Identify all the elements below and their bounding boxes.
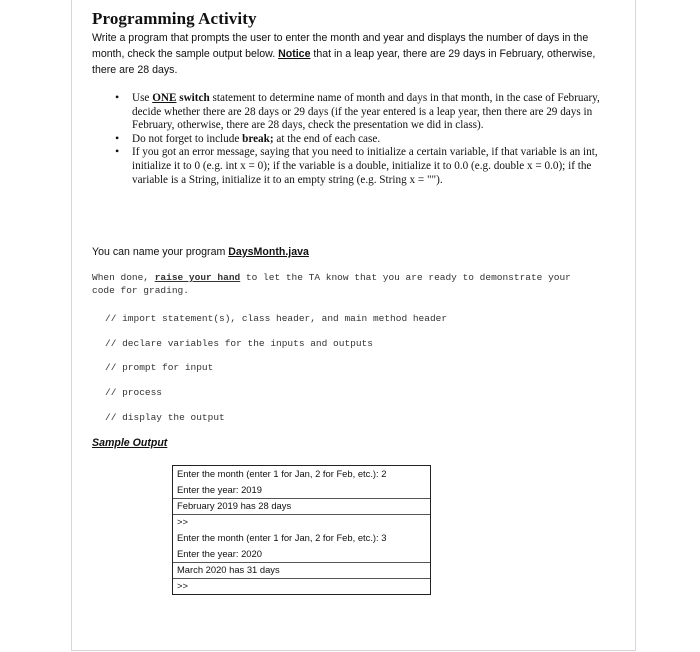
instruction-initialize: • If you got an error message, saying that you need to initialize a certain variable, if that variable is an int, initialize it to 0 (e.g. int x = 0); if the variable is a double, initialize it to 0.0 (e.g. double x = 0.0); if the variable is a String, initialize it to an empty string (e.g. String x = ""). bbox=[115, 144, 598, 186]
program-filename: DaysMonth.java bbox=[228, 246, 309, 258]
break-keyword: break; bbox=[242, 132, 274, 145]
output-divider bbox=[173, 514, 430, 515]
output-divider bbox=[173, 578, 430, 579]
output-line: Enter the month (enter 1 for Jan, 2 for Feb, etc.): 2 bbox=[177, 468, 387, 479]
output-line: Enter the month (enter 1 for Jan, 2 for Feb, etc.): 3 bbox=[177, 532, 387, 543]
code-comment: // prompt for input bbox=[105, 362, 214, 373]
code-comment: // display the output bbox=[105, 412, 225, 423]
output-line: Enter the year: 2019 bbox=[177, 484, 262, 495]
notice-word: Notice bbox=[278, 48, 311, 60]
page-title: Programming Activity bbox=[92, 9, 257, 28]
code-comment: // process bbox=[105, 387, 163, 398]
when-done-note: When done, raise your hand to let the TA know that you are ready to demonstrate your code for grading. bbox=[92, 272, 571, 296]
output-line: March 2020 has 31 days bbox=[177, 564, 280, 575]
output-line: Enter the year: 2020 bbox=[177, 548, 262, 559]
output-line: February 2019 has 28 days bbox=[177, 500, 292, 511]
output-line: >> bbox=[177, 516, 188, 527]
instruction-list bbox=[115, 92, 615, 187]
intro-text-after: that in a leap year, there are 29 days in February, otherwise, there are 28 days. bbox=[92, 48, 596, 76]
output-divider bbox=[173, 562, 430, 563]
raise-hand-phrase: raise your hand bbox=[154, 272, 241, 283]
bullet-icon: • bbox=[115, 90, 120, 104]
instruction-break: • Do not forget to include break; at the end of each case. bbox=[115, 130, 381, 145]
switch-keyword: switch bbox=[176, 92, 210, 104]
program-name-line: You can name your program DaysMonth.java bbox=[92, 246, 309, 258]
intro-text-before: Write a program that prompts the user to enter the month and year and displays the number of days in the month, check the sample output below. bbox=[92, 32, 589, 60]
code-comment: // declare variables for the inputs and outputs bbox=[105, 338, 373, 349]
one-keyword: ONE bbox=[152, 92, 177, 104]
instruction-switch: • Use ONE switch statement to determine name of month and days in that month, in the case of February, decide whether there are 28 days or 29 days (if the year entered is a leap year, then there are 29 days in February, otherwise, there are 28 days, check the presentation we did in class). bbox=[115, 90, 600, 132]
bullet-icon: • bbox=[115, 144, 120, 159]
sample-output-box bbox=[172, 465, 431, 595]
code-comment: // import statement(s), class header, and main method header bbox=[105, 313, 448, 324]
intro-paragraph bbox=[92, 30, 622, 78]
output-divider bbox=[173, 498, 430, 499]
bullet-icon: • bbox=[115, 130, 120, 145]
sample-output-heading: Sample Output bbox=[92, 437, 168, 449]
output-line: >> bbox=[177, 580, 188, 591]
